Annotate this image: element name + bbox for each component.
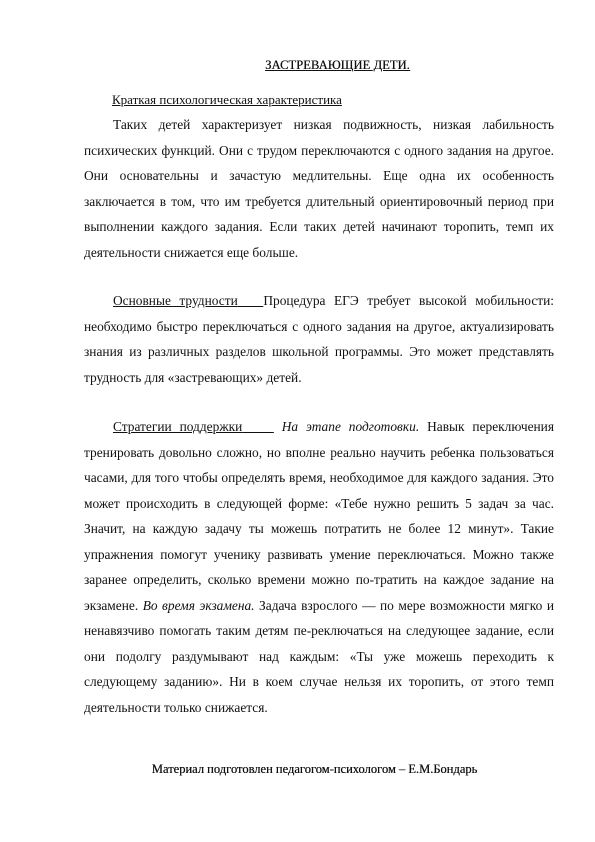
- paragraph-text: Таких детей характеризует низкая подвижность, низкая лабильность психических функций. Они с трудом переключаются с одного задания на другое. Они основательны и зачастую медлительны. Еще одна их особенность заключается в том, что им требуется длительный ориентировочный период при выполнении каждого задания. Если таких детей начинают торопить, темп их деятельности снижается еще больше.: [84, 117, 554, 260]
- phase-exam: Во время экзамена.: [142, 597, 255, 613]
- difficulties-heading: Основные трудности: [113, 293, 238, 308]
- paragraph-difficulties: [84, 288, 554, 390]
- paragraph-characteristics: [84, 112, 554, 265]
- phase-preparation: На этапе подготовки.: [281, 419, 420, 434]
- strategies-heading: Стратегии поддержки: [113, 419, 243, 434]
- document-title: ЗАСТРЕВАЮЩИЕ ДЕТИ.: [265, 58, 410, 72]
- paragraph-text: Процедура ЕГЭ требует высокой мобильности: необходимо быстро переключаться с одного задания на другое, актуализировать знания из различных разделов школьной программы. Это может представлять трудность для «застревающих» детей.: [84, 293, 555, 385]
- paragraph-text: Задача взрослого — по мере возможности мягко и ненавязчиво помогать таким детям пе-реключаться на следующее задание, если они подолгу раздумывают над каждым: «Ты уже можешь переходить к следующему заданию». Ни в коем случае нельзя их торопить, от этого темп деятельности только снижается.: [84, 597, 554, 715]
- paragraph-text: Навык переключения тренировать довольно сложно, но вполне реально научить ребенка пользоваться часами, для того чтобы определять время, необходимое для каждого задания. Это может происходить в следующей форме: «Тебе нужно решить 5 задач за час. Значит, на каждую задачу ты можешь потратить не более 12 минут». Такие упражнения помогут ученику развивать умение переключаться. Можно также заранее определить, сколько времени можно по-тратить на каждое задание на экзамене.: [84, 419, 555, 613]
- paragraph-strategies: [84, 414, 554, 720]
- section-heading: Краткая психологическая характеристика: [112, 92, 342, 107]
- author-footer: Материал подготовлен педагогом-психологом – Е.М.Бондарь: [151, 762, 478, 776]
